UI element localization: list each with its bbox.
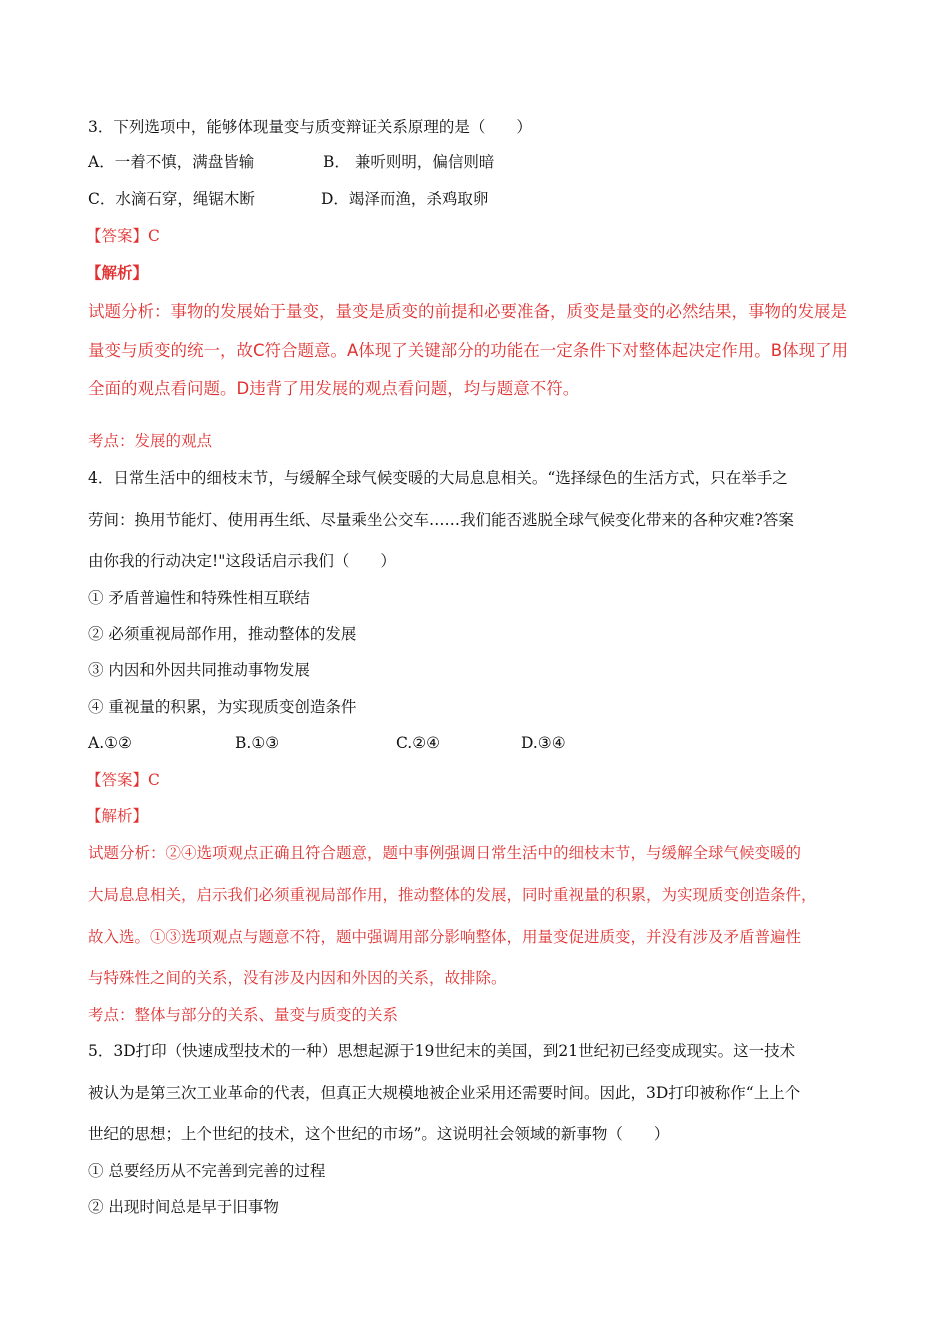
q4-item-3: ③ 内因和外因共同推动事物发展: [88, 661, 310, 679]
q4-analysis-line-3: 故入选。①③选项观点与题意不符，题中强调用部分影响整体，用量变促进质变，并没有涉及矛盾普遍性: [88, 928, 802, 946]
q4-option-c: C.②④: [396, 734, 441, 752]
q4-option-b: B.①③: [235, 734, 280, 752]
q4-option-a: A.①②: [88, 734, 132, 752]
q4-analysis-line-1: 试题分析：②④选项观点正确且符合题意，题中事例强调日常生活中的细枝末节，与缓解全球气候变暖的: [88, 844, 802, 862]
q3-option-b: B． 兼听则明，偏信则暗: [323, 153, 495, 171]
q3-kaodian: 考点：发展的观点: [88, 432, 213, 450]
q5-stem-line-1: 5．3D打印（快速成型技术的一种）思想起源于19世纪末的美国，到21世纪初已经变成现实。这一技术: [88, 1042, 796, 1060]
q3-analysis-line-2: 量变与质变的统一，故C符合题意。A体现了关键部分的功能在一定条件下对整体起决定作用。B体现了用: [88, 341, 849, 360]
q4-item-2: ② 必须重视局部作用，推动整体的发展: [88, 625, 357, 643]
q3-answer: 【答案】C: [86, 227, 160, 245]
q3-analysis-line-3: 全面的观点看问题。D违背了用发展的观点看问题，均与题意不符。: [88, 379, 580, 398]
q5-stem-line-3: 世纪的思想；上个世纪的技术，这个世纪的市场”。这说明社会领域的新事物（ ）: [88, 1125, 670, 1143]
q5-item-2: ② 出现时间总是早于旧事物: [88, 1198, 279, 1216]
q4-item-1: ① 矛盾普遍性和特殊性相互联结: [88, 589, 310, 607]
q4-stem-line-1: 4．日常生活中的细枝末节，与缓解全球气候变暖的大局息息相关。“选择绿色的生活方式，只在举手之: [88, 469, 788, 487]
q4-analysis-line-4: 与特殊性之间的关系，没有涉及内因和外因的关系，故排除。: [88, 969, 507, 987]
q3-analysis-line-1: 试题分析：事物的发展始于量变，量变是质变的前提和必要准备，质变是量变的必然结果，事物的发展是: [88, 302, 847, 321]
q4-stem-line-2: 劳间：换用节能灯、使用再生纸、尽量乘坐公交车……我们能否逃脱全球气候变化带来的各种灾难?答案: [88, 511, 794, 529]
q4-kaodian: 考点：整体与部分的关系、量变与质变的关系: [88, 1006, 399, 1024]
q4-analysis-title: 【解析】: [86, 807, 149, 825]
q4-answer: 【答案】C: [86, 771, 160, 789]
q5-stem-line-2: 被认为是第三次工业革命的代表，但真正大规模地被企业采用还需要时间。因此，3D打印被称作“上上个: [88, 1084, 801, 1102]
q3-option-d: D．竭泽而渔，杀鸡取卵: [321, 190, 489, 208]
q3-analysis-title: 【解析】: [86, 263, 149, 282]
q4-option-d: D.③④: [521, 734, 566, 752]
q4-analysis-line-2: 大局息息相关，启示我们必须重视局部作用，推动整体的发展，同时重视量的积累，为实现质变创造条件，: [88, 886, 817, 904]
q5-item-1: ① 总要经历从不完善到完善的过程: [88, 1162, 326, 1180]
q3-option-c: C．水滴石穿，绳锯木断: [88, 190, 255, 208]
q4-stem-line-3: 由你我的行动决定!"这段话启示我们（ ）: [88, 552, 396, 570]
q3-option-a: A．一着不慎，满盘皆输: [88, 153, 255, 171]
q4-item-4: ④ 重视量的积累，为实现质变创造条件: [88, 698, 357, 716]
q3-stem: 3．下列选项中，能够体现量变与质变辩证关系原理的是（ ）: [88, 118, 532, 136]
